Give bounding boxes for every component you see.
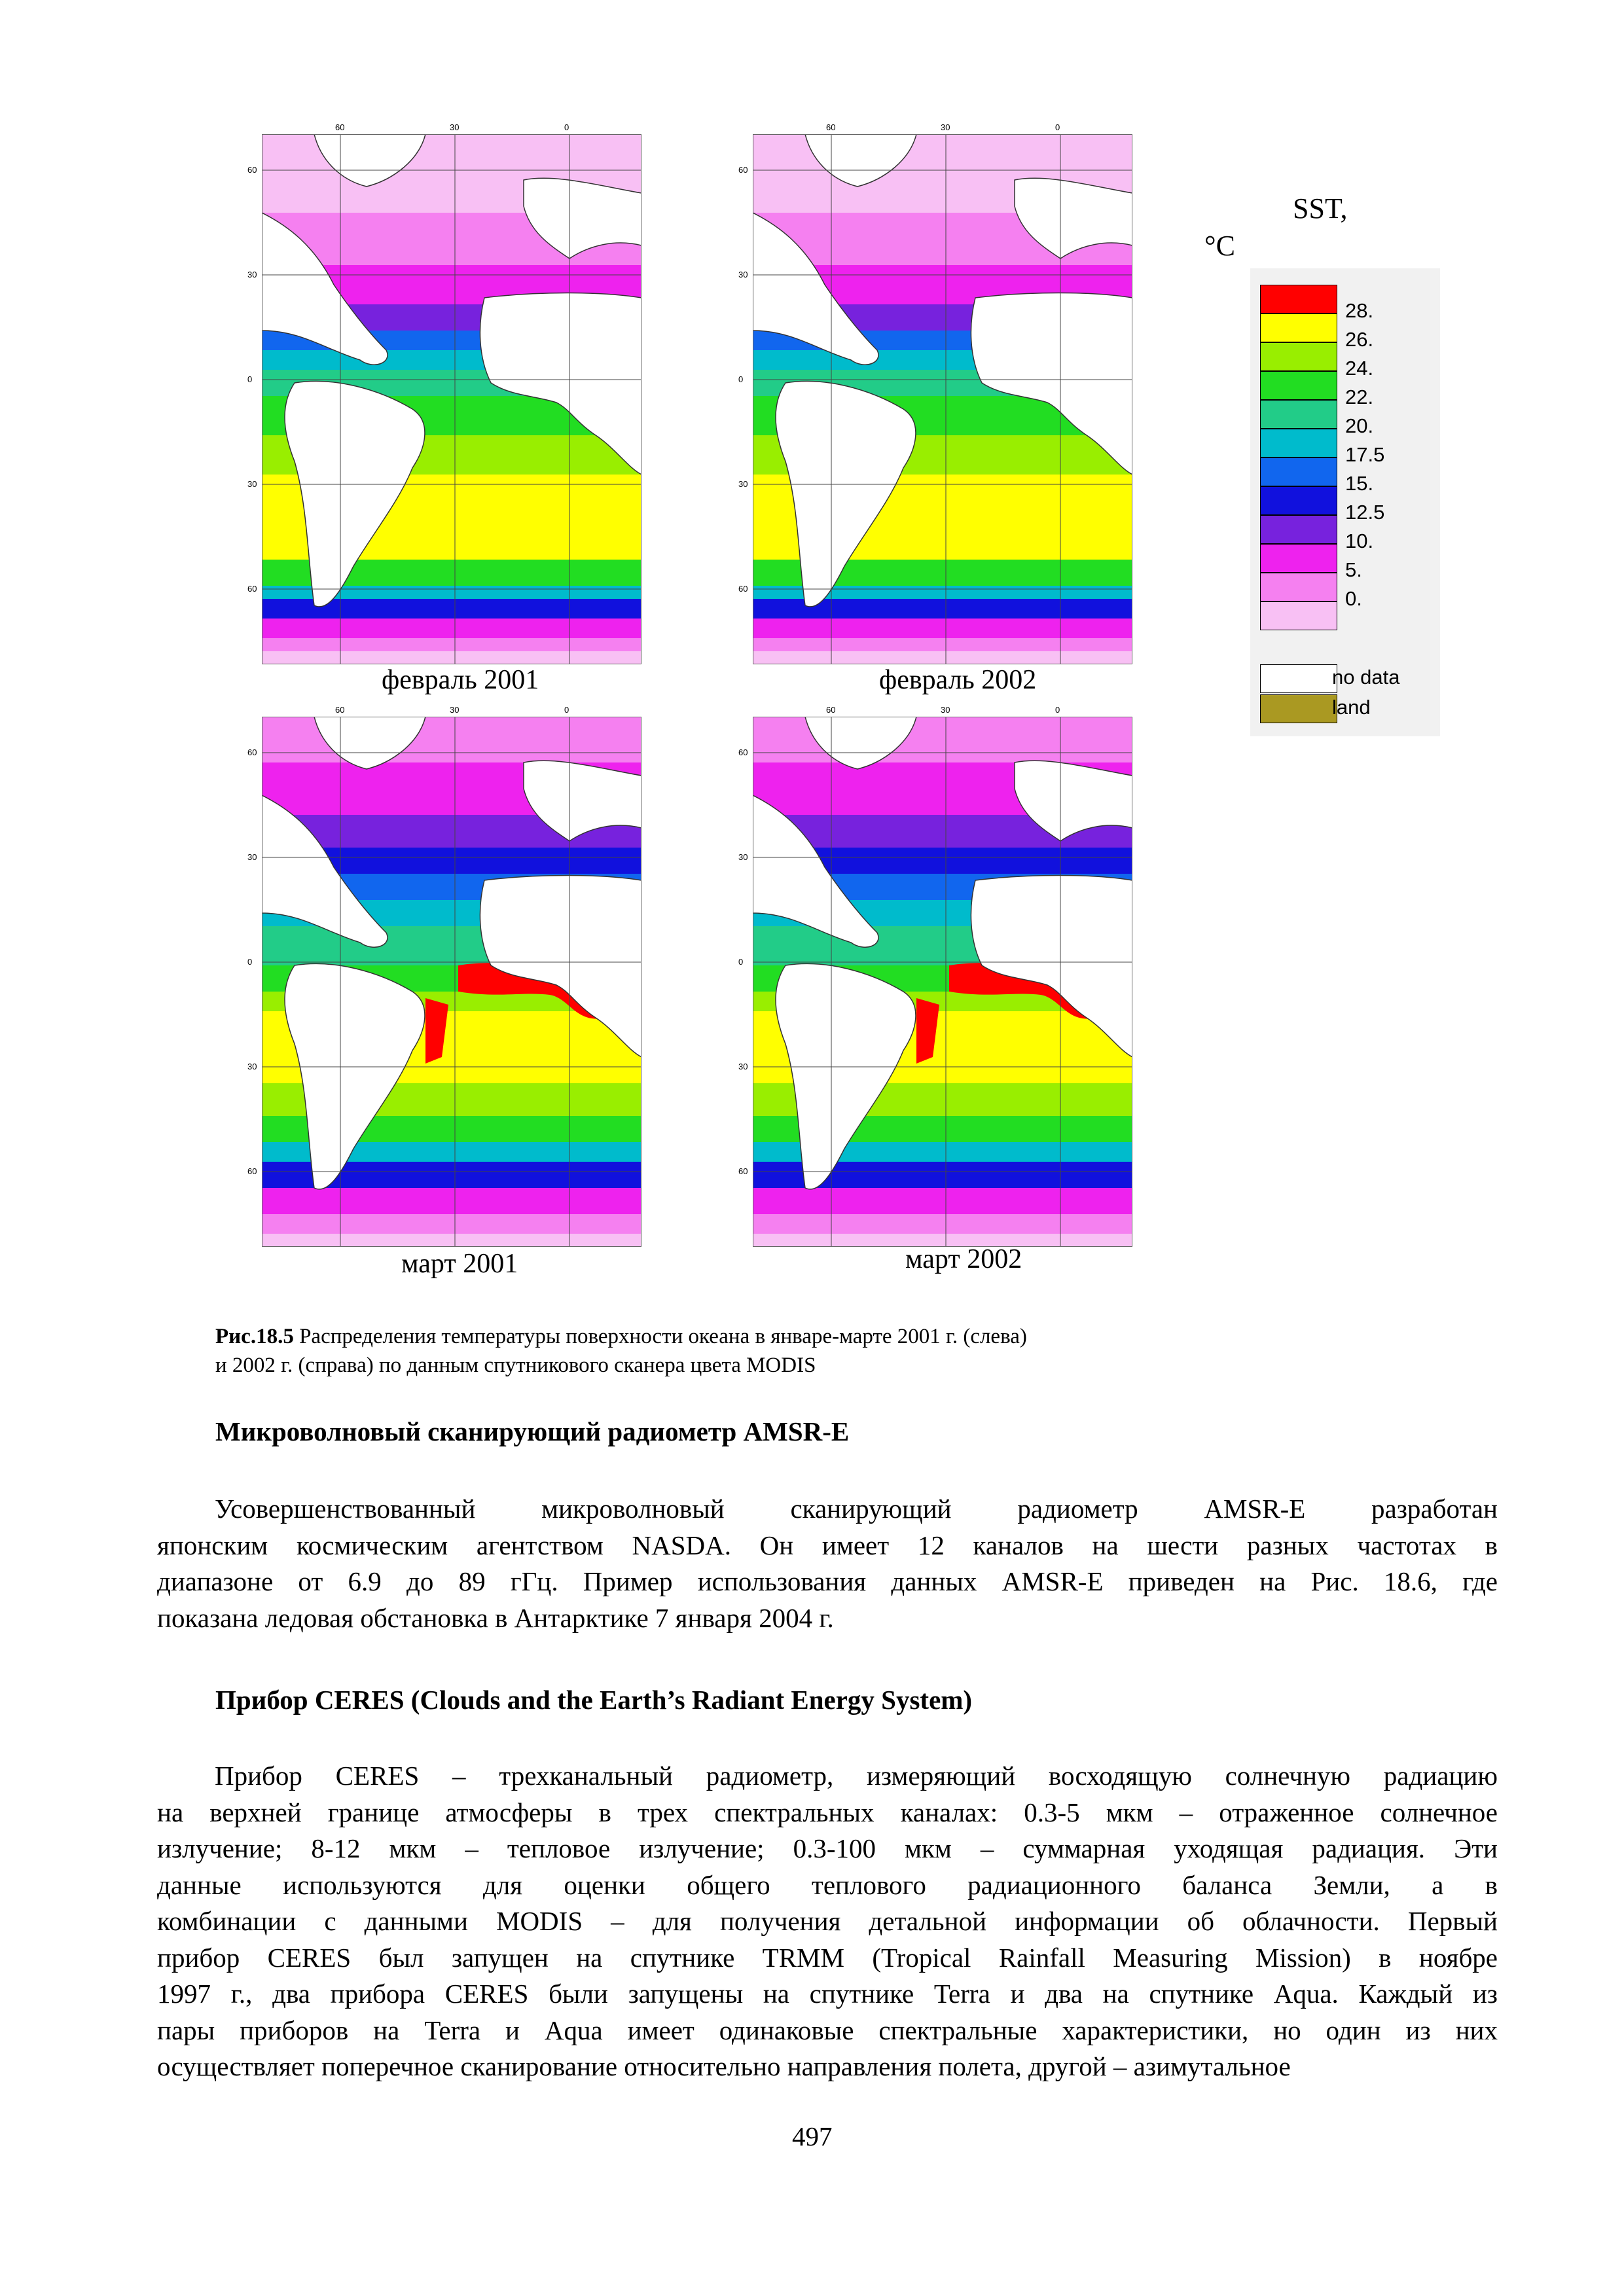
lat-tick-label: 60 xyxy=(247,584,257,594)
legend-swatch xyxy=(1260,371,1337,400)
legend-label: 26. xyxy=(1345,328,1374,351)
legend-label: 5. xyxy=(1345,558,1362,581)
section-heading-ceres: Прибор CERES (Clouds and the Earth’s Radiant Energy System) xyxy=(215,1685,973,1715)
legend-label: 17.5 xyxy=(1345,443,1385,466)
legend-label: land xyxy=(1332,696,1371,719)
section-heading-amsr: Микроволновый сканирующий радиометр AMSR-E xyxy=(215,1416,850,1446)
paragraph-line: 1997 г., два прибора CERES были запущены на спутнике Terra и два на спутнике Aqua. Каждый из xyxy=(157,1979,1498,2009)
legend-label: 20. xyxy=(1345,414,1374,437)
figure-caption xyxy=(215,1322,1328,1380)
lat-tick-label: 30 xyxy=(247,479,257,489)
caption-mar-2002: март 2002 xyxy=(905,1244,1022,1274)
legend-label: 10. xyxy=(1345,529,1374,552)
legend-label: no data xyxy=(1332,666,1400,689)
sst-map-feb2001 xyxy=(262,134,641,664)
legend-swatch xyxy=(1260,515,1337,544)
legend-swatch xyxy=(1260,400,1337,429)
lat-tick-label: 30 xyxy=(738,479,748,489)
lon-tick-label: 30 xyxy=(450,122,460,132)
sst-map-mar2002 xyxy=(753,717,1132,1247)
paragraph-line: на верхней границе атмосферы в трех спектральных каналах: 0.3-5 мкм – отраженное солнечное xyxy=(157,1797,1498,1827)
lon-tick-label: 30 xyxy=(450,705,460,715)
paragraph-line: излучение; 8-12 мкм – тепловое излучение; 0.3-100 мкм – суммарная уходящая радиация. Эти xyxy=(157,1833,1498,1863)
paragraph-line: прибор CERES был запущен на спутнике TRMM (Tropical Rainfall Measuring Mission) в ноябре xyxy=(157,1942,1498,1973)
lat-tick-label: 0 xyxy=(247,374,253,384)
lon-tick-label: 60 xyxy=(335,122,345,132)
legend-swatch xyxy=(1260,486,1337,515)
paragraph-line: японским космическим агентством NASDA. Он имеет 12 каналов на шести разных частотах в xyxy=(157,1530,1498,1560)
legend-label: 15. xyxy=(1345,472,1374,495)
lat-tick-label: 30 xyxy=(247,1062,257,1071)
lon-tick-label: 0 xyxy=(1055,705,1060,715)
figure-caption-line2: и 2002 г. (справа) по данным спутникового сканера цвета MODIS xyxy=(215,1354,816,1377)
page-number: 497 xyxy=(792,2121,833,2151)
caption-feb-2002: февраль 2002 xyxy=(879,665,1037,695)
legend-swatch xyxy=(1260,664,1337,693)
caption-mar-2001: март 2001 xyxy=(401,1249,518,1279)
sst-color-legend xyxy=(1250,268,1440,736)
lat-tick-label: 0 xyxy=(247,957,253,967)
caption-feb-2001: февраль 2001 xyxy=(382,665,539,695)
paragraph-line: Усовершенствованный микроволновый сканирующий радиометр AMSR-E разработан xyxy=(215,1494,1498,1524)
paragraph-line: осуществляет поперечное сканирование относительно направления полета, другой – азимутальное xyxy=(157,2051,1291,2081)
lat-tick-label: 60 xyxy=(738,1166,748,1176)
paragraph-line: показана ледовая обстановка в Антарктике 7 января 2004 г. xyxy=(157,1602,834,1633)
legend-swatch xyxy=(1260,429,1337,457)
figure-caption-line1: Распределения температуры поверхности океана в январе-марте 2001 г. (слева) xyxy=(293,1325,1027,1348)
lon-tick-label: 30 xyxy=(941,705,950,715)
paragraph-ceres xyxy=(157,1758,1498,2085)
lon-tick-label: 30 xyxy=(941,122,950,132)
lon-tick-label: 60 xyxy=(826,705,836,715)
lat-tick-label: 60 xyxy=(738,584,748,594)
legend-swatch xyxy=(1260,601,1337,630)
paragraph-line: данные используются для оценки общего теплового радиационного баланса Земли, а в xyxy=(157,1869,1498,1900)
lat-tick-label: 30 xyxy=(738,1062,748,1071)
sst-map-feb2002 xyxy=(753,134,1132,664)
paragraph-line: комбинации с данными MODIS – для получения детальной информации об облачности. Первый xyxy=(157,1906,1498,1936)
lon-tick-label: 60 xyxy=(826,122,836,132)
lat-tick-label: 60 xyxy=(738,747,748,757)
legend-swatch xyxy=(1260,573,1337,601)
lat-tick-label: 60 xyxy=(738,165,748,175)
lat-tick-label: 30 xyxy=(247,852,257,862)
lat-tick-label: 30 xyxy=(738,852,748,862)
legend-label: 22. xyxy=(1345,386,1374,408)
legend-label: 0. xyxy=(1345,587,1362,610)
legend-swatch xyxy=(1260,342,1337,371)
legend-label: 12.5 xyxy=(1345,501,1385,524)
legend-swatch xyxy=(1260,457,1337,486)
paragraph-amsr xyxy=(157,1491,1498,1636)
lon-tick-label: 0 xyxy=(564,705,569,715)
legend-label: 24. xyxy=(1345,357,1374,380)
lat-tick-label: 60 xyxy=(247,1166,257,1176)
lon-tick-label: 60 xyxy=(335,705,345,715)
sst-map-mar2001 xyxy=(262,717,641,1247)
paragraph-line: пары приборов на Terra и Aqua имеет одинаковые спектральные характеристики, но один из них xyxy=(157,2015,1498,2045)
paragraph-line: диапазоне от 6.9 до 89 гГц. Пример использования данных AMSR-E приведен на Рис. 18.6, где xyxy=(157,1566,1498,1596)
legend-label: 28. xyxy=(1345,299,1374,322)
legend-title: SST, xyxy=(1293,192,1348,224)
legend-swatch xyxy=(1260,314,1337,342)
legend-unit: °C xyxy=(1204,230,1235,262)
lat-tick-label: 0 xyxy=(738,957,744,967)
legend-swatch xyxy=(1260,544,1337,573)
legend-swatch xyxy=(1260,285,1337,314)
lon-tick-label: 0 xyxy=(1055,122,1060,132)
lat-tick-label: 60 xyxy=(247,165,257,175)
figure-label: Рис.18.5 xyxy=(215,1325,294,1348)
lat-tick-label: 30 xyxy=(247,270,257,279)
lat-tick-label: 60 xyxy=(247,747,257,757)
lat-tick-label: 0 xyxy=(738,374,744,384)
paragraph-line: Прибор CERES – трехканальный радиометр, измеряющий восходящую солнечную радиацию xyxy=(215,1761,1498,1791)
legend-swatch xyxy=(1260,694,1337,723)
lon-tick-label: 0 xyxy=(564,122,569,132)
lat-tick-label: 30 xyxy=(738,270,748,279)
